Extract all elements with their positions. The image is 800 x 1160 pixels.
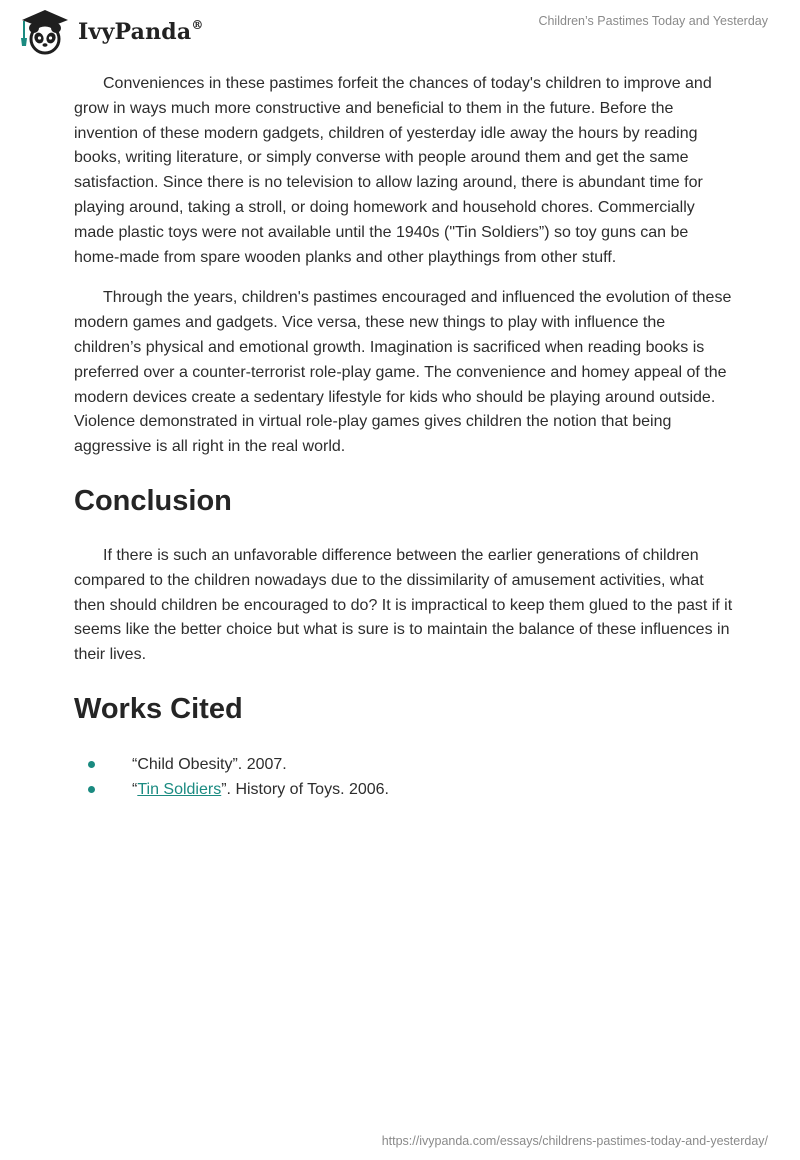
document-title: Children’s Pastimes Today and Yesterday bbox=[538, 14, 768, 28]
bullet-dot-icon bbox=[88, 786, 95, 793]
conclusion-heading: Conclusion bbox=[74, 484, 232, 517]
works-cited-item bbox=[74, 752, 734, 777]
page-header bbox=[0, 0, 800, 60]
logo-text: IvyPanda® bbox=[78, 17, 204, 45]
bullet-dot-icon bbox=[88, 761, 95, 768]
tin-soldiers-link[interactable]: Tin Soldiers bbox=[137, 780, 222, 798]
essay-content bbox=[74, 72, 734, 802]
works-cited-list bbox=[74, 752, 734, 802]
citation-text: “Child Obesity”. 2007. bbox=[132, 755, 287, 773]
panda-graduation-cap-icon bbox=[16, 8, 74, 56]
citation-suffix: ”. History of Toys. 2006. bbox=[221, 780, 389, 798]
footer-url[interactable]: https://ivypanda.com/essays/childrens-pastimes-today-and-yesterday/ bbox=[381, 1134, 768, 1148]
works-cited-item bbox=[74, 777, 734, 802]
citation-prefix: “ bbox=[132, 780, 138, 798]
body-paragraph: Conveniences in these pastimes forfeit the chances of today's children to improve and grow in ways much more constructive and beneficial to them in the future. Before the invention of these modern gadgets, children of yesterday idle away the hours by reading books, writing literature, or simply converse with people around them and get the same satisfaction. Since there is no television to allow lazing around, there is abundant time for playing around, taking a stroll, or doing homework and household chores. Commercially made plastic toys were not available until the 1940s ("Tin Soldiers”) so toy guns can be home-made from spare wooden planks and other playthings from other stuff. bbox=[74, 75, 712, 266]
body-paragraph: Through the years, children's pastimes encouraged and influenced the evolution of these modern games and gadgets. Vice versa, these new things to play with influence the children’s physical and emotional growth. Imagination is sacrificed when reading books is preferred over a counter-terrorist role-play game. The convenience and homey appeal of the modern devices create a sedentary lifestyle for kids who should be playing around outside. Violence demonstrated in virtual role-play games gives children the notion that being aggressive is all right in the real world. bbox=[74, 289, 732, 456]
ivypanda-logo[interactable] bbox=[16, 8, 204, 56]
conclusion-paragraph: If there is such an unfavorable difference between the earlier generations of children compared to the children nowadays due to the dissimilarity of amusement activities, what then should children be encouraged to do? It is impractical to keep them glued to the past if it seems like the better choice but what is sure is to maintain the balance of these influences in their lives. bbox=[74, 546, 733, 664]
works-cited-heading: Works Cited bbox=[74, 692, 243, 725]
